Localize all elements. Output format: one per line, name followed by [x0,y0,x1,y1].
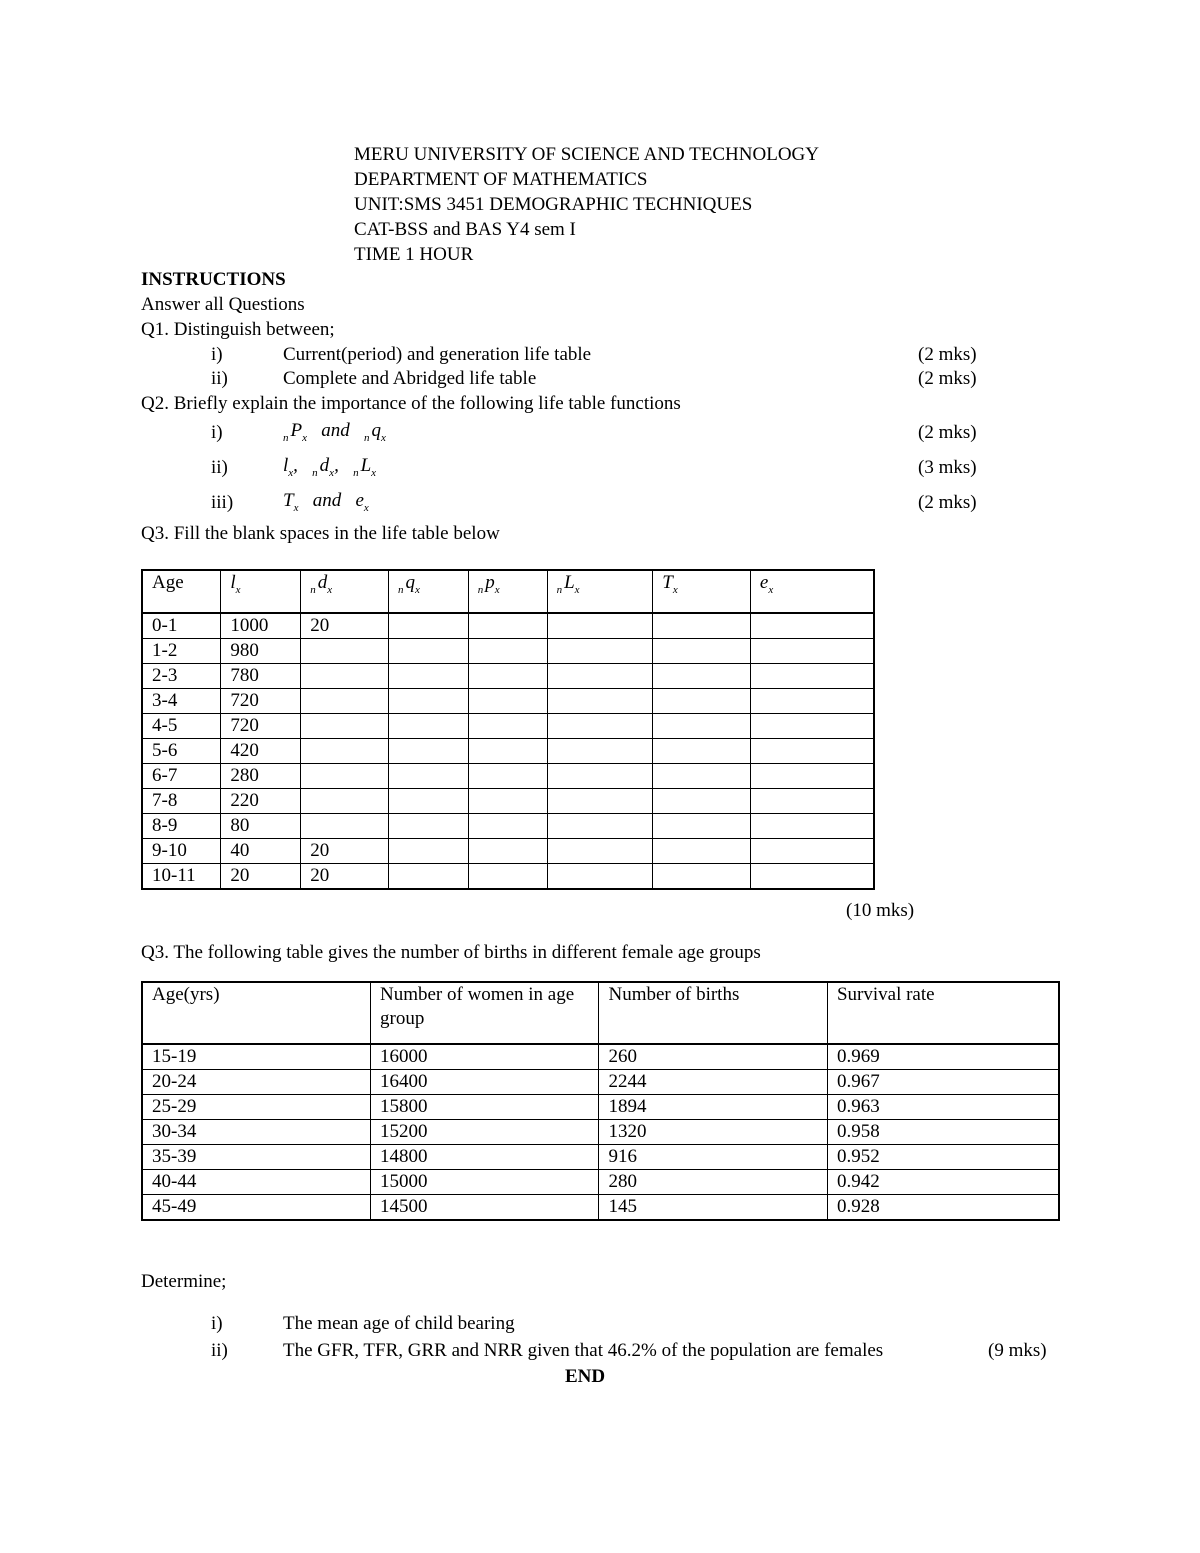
cell-ex [750,814,874,839]
cell-births: 2244 [599,1070,827,1095]
cell-nlx [547,613,653,639]
q1-item-marks: (2 mks) [918,368,977,389]
cell-ndx: 20 [301,839,389,864]
cell-lx: 220 [221,789,301,814]
cell-survival: 0.967 [827,1070,1059,1095]
cell-nqx [388,839,468,864]
q2-formula-tx-ex: $T_x$ and $e_x$ [283,490,369,514]
cell-lx: 280 [221,764,301,789]
determine-item-num: i) [211,1313,223,1334]
births-table-row [142,1044,1059,1070]
cell-lx: 1000 [221,613,301,639]
cell-tx [653,664,751,689]
cell-age: 9-10 [142,839,221,864]
col-header-age-yrs: Age(yrs) [142,982,371,1044]
cell-age-group: 20-24 [142,1070,371,1095]
cell-nqx [388,613,468,639]
cell-nqx [388,739,468,764]
cell-npx [468,789,547,814]
cell-nlx [547,789,653,814]
cell-nqx [388,789,468,814]
cell-nqx [388,764,468,789]
cell-tx [653,764,751,789]
cell-tx [653,689,751,714]
cell-age-group: 35-39 [142,1145,371,1170]
cell-nlx [547,764,653,789]
cell-nqx [388,664,468,689]
determine-prompt: Determine; [141,1271,227,1292]
cell-npx [468,664,547,689]
time-line: TIME 1 HOUR [354,244,474,265]
cell-women: 16000 [371,1044,599,1070]
cell-nlx [547,639,653,664]
cell-age: 6-7 [142,764,221,789]
cell-nlx [547,839,653,864]
q1-item-text: Current(period) and generation life table [283,344,592,365]
cell-ex [750,739,874,764]
cell-tx [653,739,751,764]
cell-lx: 980 [221,639,301,664]
cell-survival: 0.928 [827,1195,1059,1221]
cell-nlx [547,814,653,839]
cell-npx [468,639,547,664]
q1-item-text: Complete and Abridged life table [283,368,537,389]
determine-item-text: The GFR, TFR, GRR and NRR given that 46.2% of the population are females [283,1340,884,1361]
q1-item-marks: (2 mks) [918,344,977,365]
q2-item-num: i) [211,422,223,443]
cell-nlx [547,714,653,739]
cell-age-group: 40-44 [142,1170,371,1195]
cell-age: 5-6 [142,739,221,764]
col-header-age: Age [142,570,221,613]
life-table-row [142,613,874,639]
determine-item-text: The mean age of child bearing [283,1313,515,1334]
cell-births: 280 [599,1170,827,1195]
life-table-row [142,689,874,714]
department-name: DEPARTMENT OF MATHEMATICS [354,169,648,190]
births-table-row [142,1170,1059,1195]
col-header-lx: $l_x$ [221,570,301,613]
cell-nqx [388,814,468,839]
cell-ndx [301,814,389,839]
cell-survival: 0.942 [827,1170,1059,1195]
q1-item-num: ii) [211,368,228,389]
cell-ndx [301,789,389,814]
cell-ex [750,789,874,814]
col-header-women: Number of women in age group [371,982,599,1044]
q2-item-marks: (2 mks) [918,422,977,443]
cell-ndx [301,664,389,689]
cell-npx [468,714,547,739]
col-header-nlx: $_n$ $L_x$ [547,570,653,613]
cell-births: 145 [599,1195,827,1221]
life-table-row [142,639,874,664]
life-table-row [142,814,874,839]
life-table-row [142,789,874,814]
cell-women: 15000 [371,1170,599,1195]
end-marker: END [565,1366,606,1387]
cat-line: CAT-BSS and BAS Y4 sem I [354,219,576,240]
cell-nlx [547,739,653,764]
cell-npx [468,839,547,864]
life-table-row [142,839,874,864]
cell-age-group: 25-29 [142,1095,371,1120]
col-header-survival: Survival rate [827,982,1059,1044]
cell-age: 2-3 [142,664,221,689]
cell-ndx [301,764,389,789]
cell-age-group: 15-19 [142,1044,371,1070]
cell-ndx [301,689,389,714]
q3b-prompt: Q3. The following table gives the number of births in different female age groups [141,942,761,963]
life-table-row [142,864,874,890]
life-table [141,569,875,890]
cell-lx: 80 [221,814,301,839]
cell-tx [653,864,751,890]
cell-npx [468,739,547,764]
determine-item-marks: (9 mks) [988,1340,1047,1361]
col-header-ex: $e_x$ [750,570,874,613]
q2-formula-npx-nqx: $_n$ $P_x$ and $_n$ $q_x$ [283,420,386,444]
q3a-prompt: Q3. Fill the blank spaces in the life table below [141,523,500,544]
life-table-header-row [142,570,874,613]
col-header-npx: $_n$ $p_x$ [468,570,547,613]
instructions-text: Answer all Questions [141,294,305,315]
cell-lx: 780 [221,664,301,689]
cell-lx: 40 [221,839,301,864]
q3a-marks: (10 mks) [846,900,915,921]
q1-item-num: i) [211,344,223,365]
cell-births: 1320 [599,1120,827,1145]
cell-lx: 20 [221,864,301,890]
births-table [141,981,1060,1221]
q2-item-num: ii) [211,457,228,478]
cell-survival: 0.958 [827,1120,1059,1145]
cell-age: 8-9 [142,814,221,839]
cell-ex [750,639,874,664]
cell-ndx [301,714,389,739]
q2-item-num: iii) [211,492,234,513]
cell-tx [653,814,751,839]
determine-item-num: ii) [211,1340,228,1361]
cell-nqx [388,689,468,714]
cell-ndx: 20 [301,613,389,639]
col-header-ndx: $_n$ $d_x$ [301,570,389,613]
cell-ex [750,664,874,689]
life-table-row [142,739,874,764]
col-header-nqx: $_n$ $q_x$ [388,570,468,613]
cell-ex [750,689,874,714]
cell-lx: 720 [221,689,301,714]
cell-tx [653,839,751,864]
cell-npx [468,764,547,789]
cell-nlx [547,689,653,714]
cell-births: 260 [599,1044,827,1070]
q2-item-marks: (2 mks) [918,492,977,513]
births-table-header-row [142,982,1059,1044]
cell-nqx [388,714,468,739]
col-header-births: Number of births [599,982,827,1044]
instructions-heading: INSTRUCTIONS [141,269,286,290]
col-header-tx: $T_x$ [653,570,751,613]
cell-ex [750,613,874,639]
cell-ndx [301,739,389,764]
births-table-row [142,1145,1059,1170]
cell-women: 16400 [371,1070,599,1095]
cell-tx [653,613,751,639]
cell-age: 0-1 [142,613,221,639]
births-table-row [142,1195,1059,1221]
cell-nlx [547,664,653,689]
cell-npx [468,814,547,839]
cell-women: 14500 [371,1195,599,1221]
cell-age: 10-11 [142,864,221,890]
cell-age-group: 30-34 [142,1120,371,1145]
cell-survival: 0.952 [827,1145,1059,1170]
cell-lx: 720 [221,714,301,739]
births-table-row [142,1070,1059,1095]
q2-formula-lx-ndx-nlx: $l_x$, $_n$ $d_x$, $_n$ $L_x$ [283,455,377,479]
cell-nlx [547,864,653,890]
cell-npx [468,864,547,890]
unit-title: UNIT:SMS 3451 DEMOGRAPHIC TECHNIQUES [354,194,753,215]
cell-tx [653,639,751,664]
cell-tx [653,789,751,814]
cell-women: 15800 [371,1095,599,1120]
cell-age: 1-2 [142,639,221,664]
births-table-row [142,1095,1059,1120]
q2-item-marks: (3 mks) [918,457,977,478]
births-table-row [142,1120,1059,1145]
cell-nqx [388,639,468,664]
life-table-row [142,664,874,689]
cell-age: 3-4 [142,689,221,714]
cell-ndx [301,639,389,664]
cell-lx: 420 [221,739,301,764]
cell-women: 14800 [371,1145,599,1170]
cell-ex [750,764,874,789]
cell-ndx: 20 [301,864,389,890]
life-table-row [142,714,874,739]
cell-births: 1894 [599,1095,827,1120]
cell-tx [653,714,751,739]
cell-survival: 0.969 [827,1044,1059,1070]
university-name: MERU UNIVERSITY OF SCIENCE AND TECHNOLOGY [354,144,819,165]
cell-women: 15200 [371,1120,599,1145]
cell-survival: 0.963 [827,1095,1059,1120]
cell-ex [750,714,874,739]
cell-age: 7-8 [142,789,221,814]
cell-nqx [388,864,468,890]
cell-age: 4-5 [142,714,221,739]
q2-prompt: Q2. Briefly explain the importance of the following life table functions [141,393,681,414]
cell-npx [468,613,547,639]
cell-npx [468,689,547,714]
cell-births: 916 [599,1145,827,1170]
cell-ex [750,864,874,890]
life-table-row [142,764,874,789]
q1-prompt: Q1. Distinguish between; [141,319,335,340]
cell-ex [750,839,874,864]
cell-age-group: 45-49 [142,1195,371,1221]
